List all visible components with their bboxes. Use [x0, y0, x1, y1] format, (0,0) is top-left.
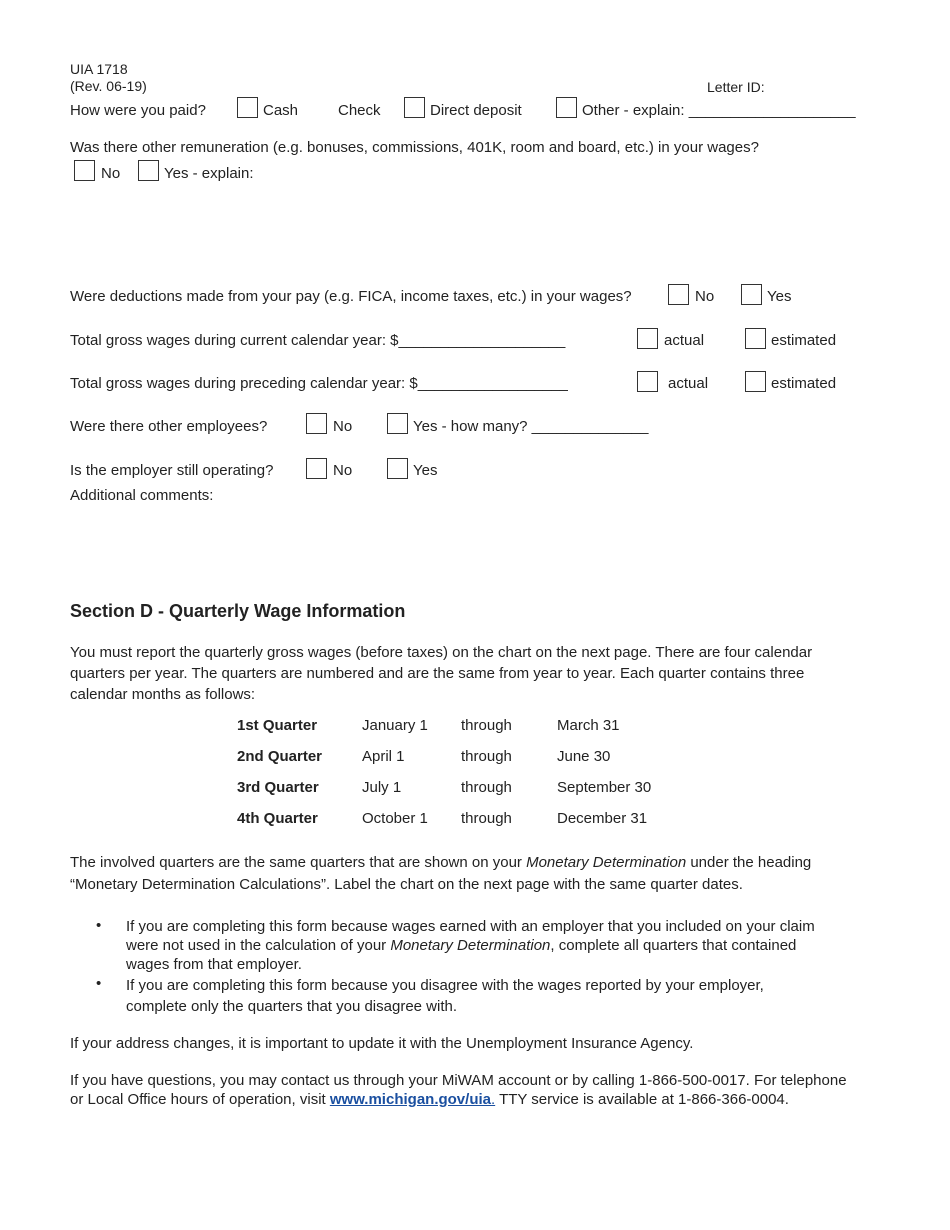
remuneration-question: Was there other remuneration (e.g. bonuses, commissions, 401K, room and board, etc.) in your wages?: [70, 139, 759, 156]
quarter-through: through: [461, 810, 512, 827]
direct-deposit-label: Direct deposit: [430, 102, 522, 119]
quarter-through: through: [461, 748, 512, 765]
bullet-text-disagree: If you are completing this form because you disagree with the wages reported by your employer, complete only the quarters that you disagree with.: [126, 977, 764, 1015]
quarter-start: January 1: [362, 717, 428, 734]
section-d-title: Section D - Quarterly Wage Information: [70, 601, 406, 621]
remuneration-no-checkbox[interactable]: [74, 160, 95, 181]
employees-question: Were there other employees?: [70, 418, 268, 435]
additional-comments-label: Additional comments:: [70, 487, 214, 504]
bullet: •: [96, 975, 102, 992]
employees-no-checkbox[interactable]: [306, 413, 327, 434]
gross-preceding-actual-label: actual: [668, 375, 709, 392]
deductions-no-checkbox[interactable]: [668, 284, 689, 305]
cash-checkbox[interactable]: [237, 97, 258, 118]
quarter-end: December 31: [557, 810, 648, 827]
uia-website-link[interactable]: www.michigan.gov/uia: [329, 1091, 491, 1108]
quarter-end: September 30: [557, 779, 652, 796]
deductions-yes-checkbox[interactable]: [741, 284, 762, 305]
quarter-name: 3rd Quarter: [237, 779, 319, 796]
contact-text: If you have questions, you may contact us through your MiWAM account or by calling 1-866-500-0017. For telephone or Local Office hours of operation, visit www.michigan.gov/uia. TTY service is available at 1-866-366-0004.: [70, 1072, 847, 1108]
gross-current-actual-checkbox[interactable]: [637, 328, 658, 349]
operating-yes-checkbox[interactable]: [387, 458, 408, 479]
employees-yes-label: Yes - how many? ______________: [413, 418, 649, 435]
monetary-determination-term: Monetary Determination: [390, 937, 551, 954]
form-number: UIA 1718: [70, 61, 128, 77]
quarter-end: June 30: [557, 748, 611, 765]
employees-no-label: No: [333, 418, 353, 435]
gross-preceding-estimated-checkbox[interactable]: [745, 371, 766, 392]
quarter-start: April 1: [362, 748, 405, 765]
gross-current-estimated-checkbox[interactable]: [745, 328, 766, 349]
employees-yes-checkbox[interactable]: [387, 413, 408, 434]
gross-current-question: Total gross wages during current calendar year: $____________________: [70, 332, 566, 349]
quarter-through: through: [461, 779, 512, 796]
check-label: Check: [338, 102, 381, 119]
quarter-end: March 31: [557, 717, 620, 734]
gross-preceding-estimated-label: estimated: [771, 375, 837, 392]
gross-current-actual-label: actual: [664, 332, 705, 349]
gross-current-estimated-label: estimated: [771, 332, 837, 349]
involved-quarters-text: The involved quarters are the same quarters that are shown on your Monetary Determination under the heading “Monetary Determination Calculations”. Label the chart on the next page with the same quarter dates.: [70, 854, 812, 893]
link-period: .: [491, 1091, 496, 1108]
deductions-yes-label: Yes: [767, 288, 792, 305]
quarter-through: through: [461, 717, 512, 734]
direct-deposit-checkbox[interactable]: [404, 97, 425, 118]
form-revision: (Rev. 06-19): [70, 78, 147, 94]
operating-no-label: No: [333, 462, 353, 479]
remuneration-no-label: No: [101, 165, 121, 182]
other-label: Other - explain: ____________________: [582, 102, 856, 119]
bullet: •: [96, 917, 102, 934]
quarter-start: July 1: [362, 779, 402, 796]
deductions-no-label: No: [695, 288, 715, 305]
operating-yes-label: Yes: [413, 462, 438, 479]
paid-question: How were you paid?: [70, 102, 206, 119]
operating-no-checkbox[interactable]: [306, 458, 327, 479]
operating-question: Is the employer still operating?: [70, 462, 274, 479]
letter-id-label: Letter ID:: [707, 79, 765, 95]
address-change-note: If your address changes, it is important to update it with the Unemployment Insurance Agency.: [70, 1035, 694, 1052]
quarter-name: 1st Quarter: [237, 717, 318, 734]
deductions-question: Were deductions made from your pay (e.g. FICA, income taxes, etc.) in your wages?: [70, 288, 632, 305]
monetary-determination-term: Monetary Determination: [526, 854, 687, 871]
other-checkbox[interactable]: [556, 97, 577, 118]
cash-label: Cash: [263, 102, 299, 119]
section-d-intro: You must report the quarterly gross wages (before taxes) on the chart on the next page. There are four calendar quarters per year. The quarters are numbered and are the same from year to year. Each quarter contains three calendar months as follows:: [70, 644, 813, 703]
remuneration-yes-label: Yes - explain:: [164, 165, 254, 182]
gross-preceding-question: Total gross wages during preceding calendar year: $__________________: [70, 375, 568, 392]
gross-preceding-actual-checkbox[interactable]: [637, 371, 658, 392]
quarter-start: October 1: [362, 810, 428, 827]
quarter-name: 2nd Quarter: [237, 748, 323, 765]
quarter-name: 4th Quarter: [237, 810, 318, 827]
remuneration-yes-checkbox[interactable]: [138, 160, 159, 181]
bullet-text-all-quarters: If you are completing this form because wages earned with an employer that you included on your claim were not used in the calculation of your Monetary Determination, complete all quarters that contained wages from that employer.: [126, 918, 815, 973]
